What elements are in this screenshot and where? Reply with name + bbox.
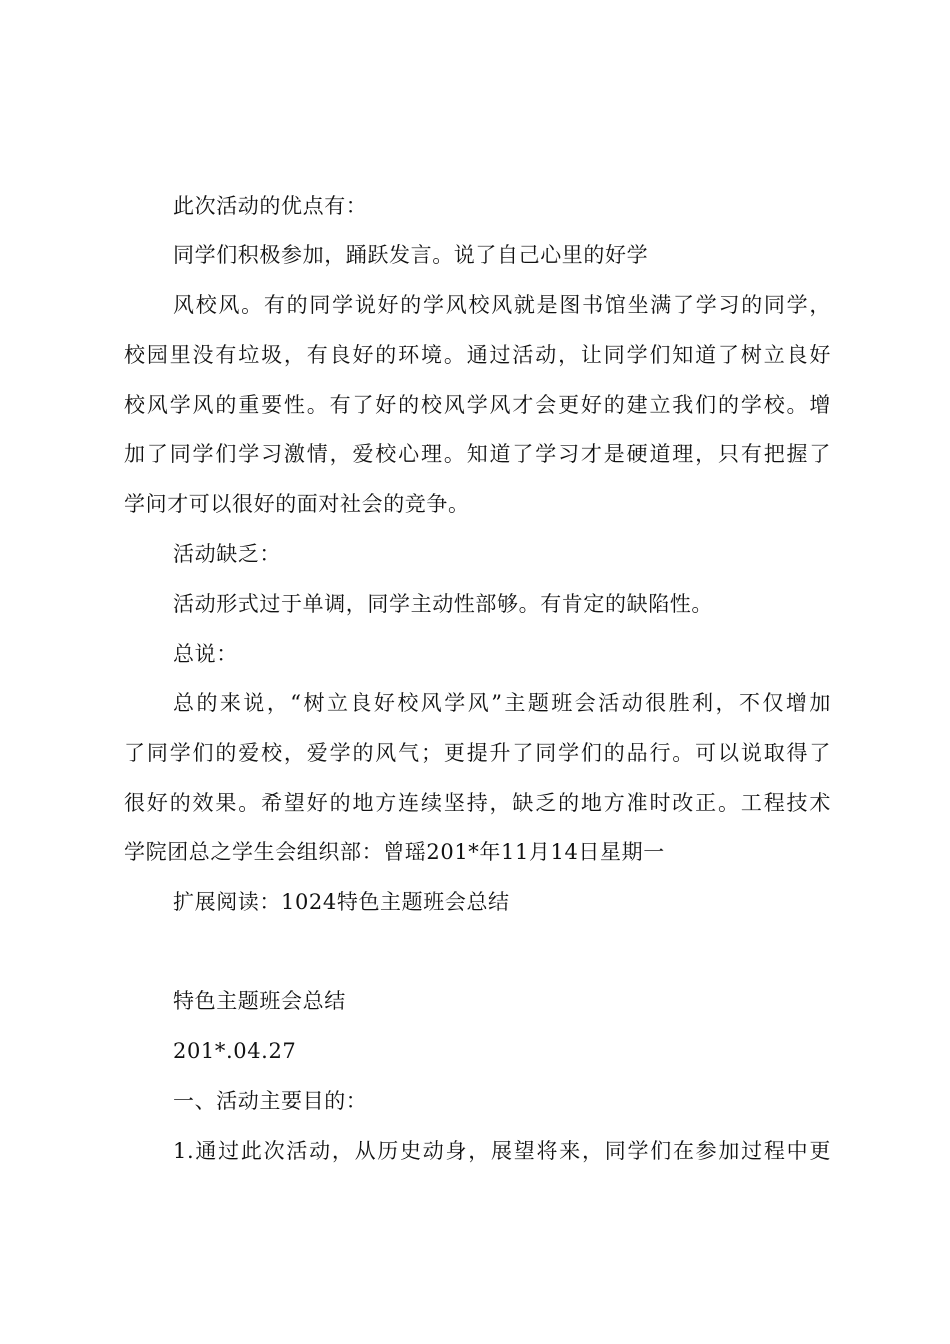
paragraph-line: 风校风。有的同学说好的学风校风就是图书馆坐满了学习的同学， <box>173 293 831 317</box>
paragraph-line: 学问才可以很好的面对社会的竞争。 <box>124 492 470 516</box>
paragraph-line: 校园里没有垃圾，有良好的环境。通过活动，让同学们知道了树立良好 <box>124 343 831 367</box>
shortcomings-heading: 活动缺乏： <box>173 542 281 566</box>
date-line: 201*.04.27 <box>173 1039 297 1063</box>
paragraph-line: 加了同学们学习激情，爱校心理。知道了学习才是硬道理，只有把握了 <box>124 442 831 466</box>
signature-line: 学院团总之学生会组织部：曾瑶201*年11月14日星期一 <box>124 840 665 864</box>
paragraph-line: 校风学风的重要性。有了好的校风学风才会更好的建立我们的学校。增 <box>124 393 831 417</box>
advantages-heading: 此次活动的优点有： <box>173 194 368 218</box>
section-heading: 一、活动主要目的： <box>173 1089 368 1113</box>
paragraph-line: 很好的效果。希望好的地方连续坚持，缺乏的地方准时改正。工程技术 <box>124 791 831 815</box>
paragraph-line: 1.通过此次活动，从历史动身，展望将来，同学们在参加过程中更 <box>173 1139 831 1163</box>
section-title: 特色主题班会总结 <box>173 989 346 1013</box>
extended-reading-line: 扩展阅读：1024特色主题班会总结 <box>173 890 510 914</box>
summary-heading: 总说： <box>173 642 238 666</box>
paragraph-line: 了同学们的爱校，爱学的风气；更提升了同学们的品行。可以说取得了 <box>124 741 831 765</box>
paragraph-line: 活动形式过于单调，同学主动性部够。有肯定的缺陷性。 <box>173 592 713 616</box>
paragraph-line: 同学们积极参加，踊跃发言。说了自己心里的好学 <box>173 243 649 267</box>
paragraph-line: 总的来说，“树立良好校风学风”主题班会活动很胜利，不仅增加 <box>173 691 831 715</box>
